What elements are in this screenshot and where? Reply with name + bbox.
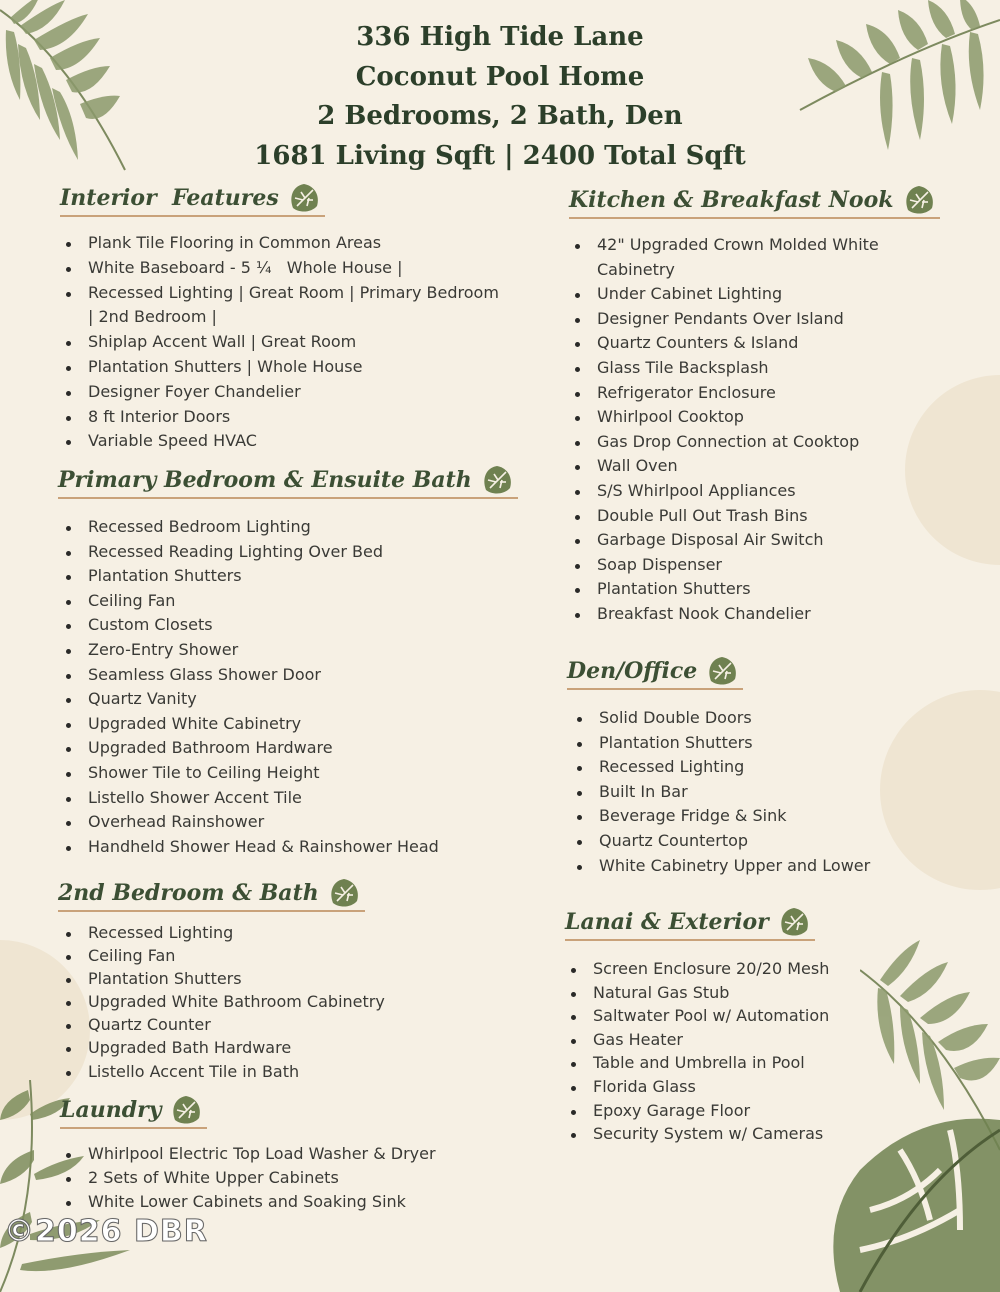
list-item: Whirlpool Electric Top Load Washer & Dryer — [60, 1142, 436, 1166]
list-item: Quartz Counters & Island — [569, 331, 940, 356]
property-address: 336 High Tide Lane — [356, 22, 644, 52]
list-item: Whirlpool Cooktop — [569, 405, 940, 430]
list-item: Saltwater Pool w/ Automation — [565, 1004, 829, 1028]
list-item: Quartz Counter — [60, 1013, 385, 1036]
list-item: Double Pull Out Trash Bins — [569, 504, 940, 529]
list-item: Screen Enclosure 20/20 Mesh — [565, 957, 829, 981]
list-item: Recessed Lighting | Great Room | Primary Bedroom — [60, 281, 499, 306]
list-item: Handheld Shower Head & Rainshower Head — [60, 835, 518, 860]
section-title: Laundry — [60, 1096, 207, 1129]
list-item: Recessed Lighting — [60, 921, 385, 944]
list-item: S/S Whirlpool Appliances — [569, 479, 940, 504]
list-item: White Baseboard - 5 ¼ Whole House | — [60, 256, 499, 281]
primary-bedroom-section — [58, 466, 518, 859]
list-item: Plank Tile Flooring in Common Areas — [60, 231, 499, 256]
laundry-list — [60, 1142, 436, 1214]
list-item: Security System w/ Cameras — [565, 1122, 829, 1146]
list-item: Soap Dispenser — [569, 553, 940, 578]
list-item: Wall Oven — [569, 454, 940, 479]
list-item: Table and Umbrella in Pool — [565, 1051, 829, 1075]
list-item: Overhead Rainshower — [60, 810, 518, 835]
list-item: Ceiling Fan — [60, 944, 385, 967]
list-item: Plantation Shutters — [569, 577, 940, 602]
list-item: Recessed Bedroom Lighting — [60, 515, 518, 540]
monstera-leaf-icon — [705, 655, 739, 687]
property-beds-baths: 2 Bedrooms, 2 Bath, Den — [317, 101, 683, 131]
kitchen-list — [569, 233, 940, 627]
interior-features-section — [60, 184, 499, 454]
background-circle — [880, 690, 1000, 890]
list-item: Glass Tile Backsplash — [569, 356, 940, 381]
monstera-leaf-icon — [169, 1094, 203, 1126]
list-item: 42" Upgraded Crown Molded White — [569, 233, 940, 258]
list-item: Built In Bar — [571, 780, 870, 805]
list-item: Under Cabinet Lighting — [569, 282, 940, 307]
list-item: Shiplap Accent Wall | Great Room — [60, 330, 499, 355]
second-bedroom-section — [58, 879, 385, 1083]
list-item: Garbage Disposal Air Switch — [569, 528, 940, 553]
list-item: Custom Closets — [60, 613, 518, 638]
list-item: Seamless Glass Shower Door — [60, 663, 518, 688]
laundry-section — [60, 1096, 436, 1214]
list-item: Listello Shower Accent Tile — [60, 786, 518, 811]
list-item: Gas Drop Connection at Cooktop — [569, 430, 940, 455]
list-item-continuation: Cabinetry — [597, 259, 675, 279]
list-item: White Cabinetry Upper and Lower — [571, 854, 870, 879]
list-item: Ceiling Fan — [60, 589, 518, 614]
property-name: Coconut Pool Home — [355, 61, 645, 92]
list-item: Zero-Entry Shower — [60, 638, 518, 663]
monstera-leaf-icon — [327, 877, 361, 909]
list-item: Designer Pendants Over Island — [569, 307, 940, 332]
den-office-list — [571, 706, 870, 878]
list-item: Plantation Shutters — [571, 731, 870, 756]
list-item: Beverage Fridge & Sink — [571, 804, 870, 829]
section-title: Den/Office — [567, 657, 743, 690]
list-item: Quartz Vanity — [60, 687, 518, 712]
second-bedroom-list — [60, 921, 385, 1083]
list-item: Refrigerator Enclosure — [569, 381, 940, 406]
list-item: Upgraded Bath Hardware — [60, 1036, 385, 1059]
list-item: Recessed Reading Lighting Over Bed — [60, 540, 518, 565]
list-item: Plantation Shutters — [60, 564, 518, 589]
den-office-section — [567, 657, 870, 878]
list-item: 8 ft Interior Doors — [60, 405, 499, 430]
section-title: Kitchen & Breakfast Nook — [569, 186, 940, 219]
monstera-leaf-icon — [287, 182, 321, 214]
section-title: Interior Features — [60, 184, 325, 217]
list-item: Recessed Lighting — [571, 755, 870, 780]
monstera-leaf-icon — [800, 1090, 1000, 1292]
list-item: 2 Sets of White Upper Cabinets — [60, 1166, 436, 1190]
list-item: Epoxy Garage Floor — [565, 1099, 829, 1123]
monstera-leaf-icon — [480, 464, 514, 496]
section-title: Lanai & Exterior — [565, 908, 815, 941]
section-title: Primary Bedroom & Ensuite Bath — [58, 466, 518, 499]
list-item: Natural Gas Stub — [565, 981, 829, 1005]
copyright-watermark: ©2026 DBR — [4, 1214, 208, 1249]
list-item: Upgraded White Cabinetry — [60, 712, 518, 737]
interior-features-list — [60, 231, 499, 454]
list-item: Solid Double Doors — [571, 706, 870, 731]
kitchen-section — [569, 186, 940, 627]
list-item: Designer Foyer Chandelier — [60, 380, 499, 405]
list-item: Variable Speed HVAC — [60, 429, 499, 454]
list-item: White Lower Cabinets and Soaking Sink — [60, 1190, 436, 1214]
list-item: Breakfast Nook Chandelier — [569, 602, 940, 627]
property-sqft: 1681 Living Sqft | 2400 Total Sqft — [254, 140, 746, 171]
lanai-exterior-list — [565, 957, 829, 1146]
monstera-leaf-icon — [777, 906, 811, 938]
section-title: 2nd Bedroom & Bath — [58, 879, 365, 912]
list-item-continuation: | 2nd Bedroom | — [88, 307, 217, 327]
property-header — [0, 18, 1000, 176]
list-item: Florida Glass — [565, 1075, 829, 1099]
list-item: Gas Heater — [565, 1028, 829, 1052]
list-item: Listello Accent Tile in Bath — [60, 1060, 385, 1083]
lanai-exterior-section — [565, 908, 829, 1146]
list-item: Upgraded White Bathroom Cabinetry — [60, 990, 385, 1013]
list-item: Quartz Countertop — [571, 829, 870, 854]
list-item: Plantation Shutters | Whole House — [60, 355, 499, 380]
list-item: Shower Tile to Ceiling Height — [60, 761, 518, 786]
list-item: Upgraded Bathroom Hardware — [60, 736, 518, 761]
monstera-leaf-icon — [902, 184, 936, 216]
primary-bedroom-list — [60, 515, 518, 859]
list-item: Plantation Shutters — [60, 967, 385, 990]
